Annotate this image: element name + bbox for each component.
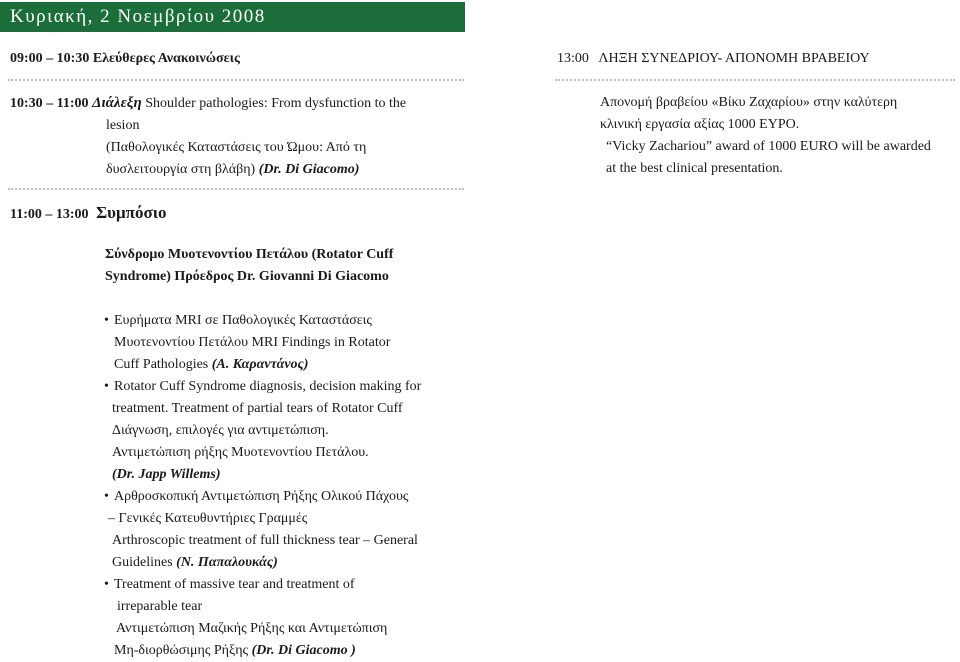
- talk-2-speaker: (Dr. Japp Willems): [112, 467, 221, 482]
- talk-list: [104, 310, 464, 662]
- session2-speaker: (Dr. Di Giacomo): [258, 162, 360, 177]
- talk-4-line-2: irreparable tear: [117, 599, 203, 614]
- symposium-name-greek: Σύνδρομο Μυοτενοντίου Πετάλου: [105, 247, 309, 262]
- talk-2-line-2: treatment. Treatment of partial tears of Rotator Cuff: [112, 401, 403, 416]
- session-free-communications: [10, 48, 240, 70]
- award-line-2: κλινική εργασία αξίας 1000 ΕΥΡΟ.: [600, 117, 800, 132]
- talk-2-line-4: Αντιμετώπιση ρήξης Μυοτενοντίου Πετάλου.: [112, 445, 369, 460]
- symposium-name-english-2: Syndrome): [105, 269, 171, 284]
- session-closing: [557, 48, 870, 70]
- talk-1-line-2: Μυοτενοντίου Πετάλου MRI Findings in Rotator: [114, 335, 391, 350]
- closing-title: ΛΗΞΗ ΣΥΝΕΔΡΙΟΥ- ΑΠΟΝΟΜΗ ΒΡΑΒΕΙΟΥ: [598, 51, 870, 66]
- talk-3-line-1: Αρθροσκοπική Αντιμετώπιση Ρήξης Ολικού Πάχους: [114, 489, 409, 504]
- talk-2-line-1: Rotator Cuff Syndrome diagnosis, decision making for: [114, 379, 422, 394]
- talk-3-line-3: Arthroscopic treatment of full thickness tear – General: [112, 533, 418, 548]
- talk-2-line-3: Διάγνωση, επιλογές για αντιμετώπιση.: [112, 423, 329, 438]
- session2-line-3: (Παθολογικές Καταστάσεις του Ώμου: Από τη: [106, 140, 367, 155]
- talk-1-speaker: (Α. Καραντάνος): [211, 357, 309, 372]
- session-lecture: [10, 92, 470, 181]
- award-line-1: Απονομή βραβείου «Βίκυ Ζαχαρίου» στην καλύτερη: [600, 95, 898, 110]
- symposium-title: Συμπόσιο: [96, 203, 167, 222]
- talk-4-line-4: Μη-διορθώσιμης Ρήξης: [114, 643, 249, 658]
- session1-time: 09:00 – 10:30: [10, 51, 90, 66]
- day-header-date: Κυριακή, 2 Νοεμβρίου 2008: [10, 6, 266, 27]
- session-symposium: [10, 202, 166, 226]
- divider: [8, 188, 464, 190]
- session2-line-2: lesion: [106, 118, 140, 133]
- award-text: Απονομή βραβείου «Βίκυ Ζαχαρίου» στην καλύτερη κλινική εργασία αξίας 1000 ΕΥΡΟ. “Vicky Zachariou” award of 1000 EURO will be awarded at the best clinical presentation.: [600, 92, 960, 180]
- talk-4-speaker: (Dr. Di Giacomo ): [251, 643, 356, 658]
- divider: [555, 79, 955, 81]
- talk-item: • Rotator Cuff Syndrome diagnosis, decision making for treatment. Treatment of partial tears of Rotator Cuff Διάγνωση, επιλογές για αντιμετώπιση. Αντιμετώπιση ρήξης Μυοτενοντίου Πετάλου. (Dr. Japp Willems): [104, 376, 464, 486]
- talk-3-speaker: (Ν. Παπαλουκάς): [176, 555, 278, 570]
- talk-3-line-4: Guidelines: [112, 555, 173, 570]
- talk-item: • Ευρήματα MRI σε Παθολογικές Καταστάσεις Μυοτενοντίου Πετάλου MRI Findings in Rotator Cuff Pathologies (Α. Καραντάνος): [104, 310, 464, 376]
- talk-item: • Αρθροσκοπική Αντιμετώπιση Ρήξης Ολικού Πάχους – Γενικές Κατευθυντήριες Γραμμές Arthroscopic treatment of full thickness tear – General Guidelines (Ν. Παπαλουκάς): [104, 486, 464, 574]
- symposium-heading: [105, 244, 465, 288]
- award-line-3: Vicky Zachariou” award of 1000 EURO will be awarded: [612, 139, 931, 154]
- symposium-time: 11:00 – 13:00: [10, 207, 89, 222]
- divider: [8, 79, 464, 81]
- talk-item: • Treatment of massive tear and treatment of irreparable tear Αντιμετώπιση Μαζικής Ρήξης και Αντιμετώπιση Μη-διορθώσιμης Ρήξης (Dr. Di Giacomo ): [104, 574, 464, 662]
- symposium-chair-label: Πρόεδρος: [174, 269, 234, 284]
- talk-1-line-1: Ευρήματα MRI σε Παθολογικές Καταστάσεις: [114, 313, 372, 328]
- session2-kind: Διάλεξη: [92, 95, 142, 111]
- talk-3-line-2: – Γενικές Κατευθυντήριες Γραμμές: [108, 511, 308, 526]
- symposium-chair-name: Dr. Giovanni Di Giacomo: [236, 269, 389, 284]
- session2-time: 10:30 – 11:00: [10, 96, 89, 111]
- talk-4-line-1: Treatment of massive tear and treatment of: [114, 577, 355, 592]
- symposium-name-english-1: (Rotator Cuff: [311, 247, 394, 262]
- session2-line-1: Shoulder pathologies: From dysfunction to the: [145, 96, 407, 111]
- session2-line-4: δυσλειτουργία στη βλάβη): [106, 162, 256, 177]
- day-header: [0, 2, 465, 32]
- session1-title: Ελεύθερες Ανακοινώσεις: [92, 51, 240, 66]
- talk-1-line-3: Cuff Pathologies: [114, 357, 209, 372]
- talk-4-line-3: Αντιμετώπιση Μαζικής Ρήξης και Αντιμετώπιση: [116, 621, 388, 636]
- closing-time: 13:00: [557, 51, 589, 66]
- award-line-4: at the best clinical presentation.: [606, 161, 783, 176]
